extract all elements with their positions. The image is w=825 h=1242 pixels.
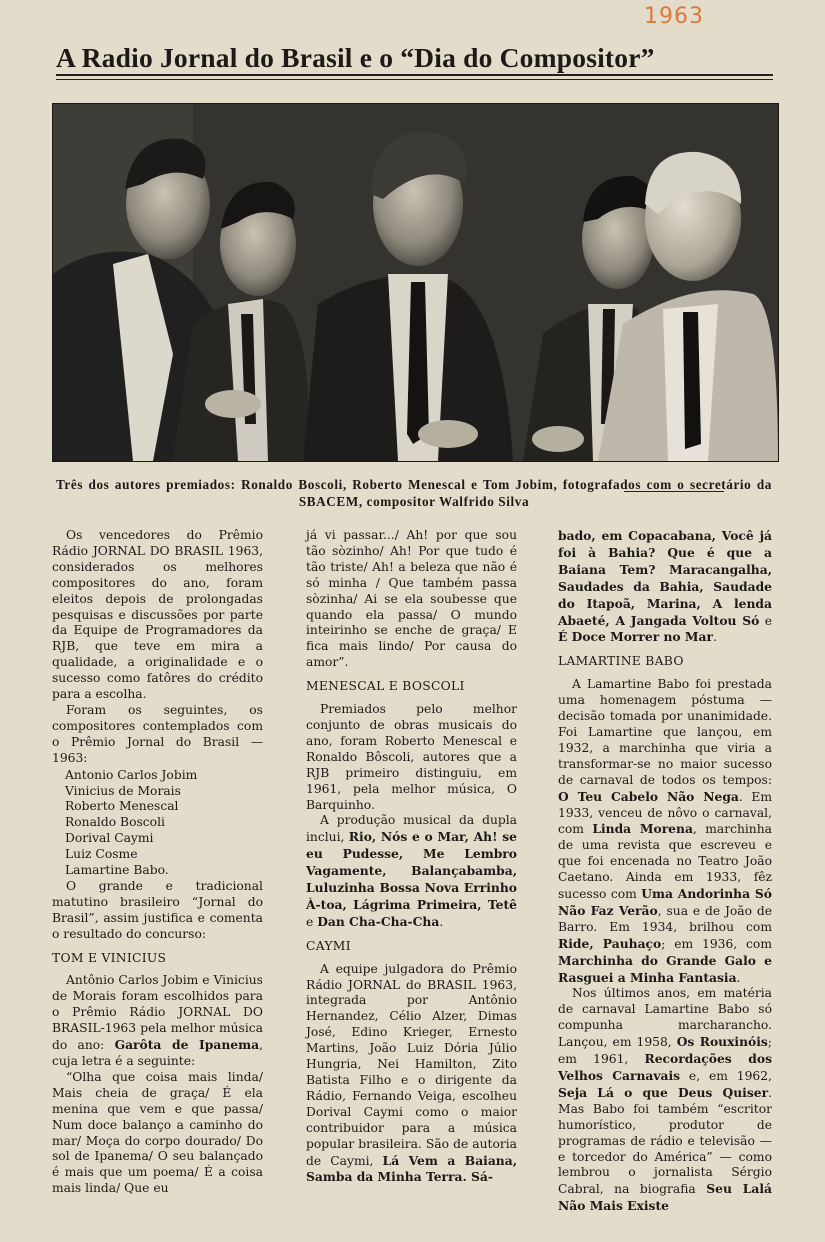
section-heading: TOM E VINICIUS — [52, 950, 167, 965]
article-column-2 — [306, 528, 517, 1186]
list-item: Ronaldo Boscoli — [65, 815, 165, 830]
lyrics-paragraph: já vi passar.../ Ah! por que sou tão sòzinho/ Ah! Por que tudo é tão triste/ Ah! a beleza que não é só minha / Que também passa sòzinha/ Ai se ela soubesse que quando ela passa/ O mundo inteirinho se enche de graça/ E fica mais lindo/ Por causa do amor”. — [306, 528, 517, 670]
paragraph: Antônio Carlos Jobim e Vinicius de Morais foram escolhidos para o Prêmio Rádio JORNAL DO BRASIL-1963 pela melhor música do ano: Garôta de Ipanema, cuja letra é a seguinte: — [52, 973, 263, 1068]
paragraph: Premiados pelo melhor conjunto de obras musicais do ano, foram Roberto Menescal e Ronaldo Bôscoli, autores que a RJB primeiro distinguiu, em 1961, pela melhor música, O Barquinho. — [306, 702, 517, 812]
lyrics-paragraph: “Olha que coisa mais linda/ Mais cheia de graça/ É ela menina que vem e que passa/ Num doce balanço a caminho do mar/ Moça do corpo dourado/ Do sol de Ipanema/ O seu balançado é mais que um poema/ É a coisa mais linda/ Que eu — [52, 1069, 263, 1196]
list-item: Luiz Cosme — [65, 847, 138, 862]
headline-rule-thin — [56, 79, 773, 80]
list-item: Dorival Caymi — [65, 831, 154, 846]
article-column-1 — [52, 528, 263, 1197]
list-item: Lamartine Babo. — [65, 863, 169, 878]
section-heading: MENESCAL E BOSCOLI — [306, 679, 465, 694]
list-item: Vinicius de Morais — [65, 783, 181, 798]
paragraph: A equipe julgadora do Prêmio Rádio JORNAL do BRASIL 1963, integrada por Antônio Hernandez, Célio Alzer, Dimas José, Edino Krieger, Ernesto Martins, João Luiz Dória Júlio Hungria, Nei Hamilton, Zito Batista Filho e o dirigente da Rádio, Fernando Veiga, escolheu Dorival Caymi como o maior contribuidor para a música popular brasileira. São de autoria de Caymi, Lá Vem a Baiana, Samba da Minha Terra. Sá- — [306, 961, 517, 1185]
paragraph: O grande e tradicional matutino brasileiro “Jornal do Brasil”, assim justifica e comenta o resultado do concurso: — [52, 878, 263, 941]
paragraph: A Lamartine Babo foi prestada uma homenagem póstuma — decisão tomada por unanimidade. Foi Lamartine que lançou, em 1932, a marchinha que viria a transformar-se no maior sucesso de carnaval de todos os tempos: O Teu Cabelo Não Nega. Em 1933, venceu de nôvo o carnaval, com Linda Morena, marchinha de uma revista que escreveu e que foi encenada no Teatro João Caetano. Ainda em 1933, fêz sucesso com Uma Andorinha Só Não Faz Verão, sua e de João de Barro. Em 1934, brilhou com Ride, Pauhaço; em 1936, com Marchinha do Grande Galo e Rasguei a Minha Fantasia. — [558, 677, 772, 985]
headline-rule — [56, 74, 773, 76]
photo-caption: Três dos autores premiados: Ronaldo Boscoli, Roberto Menescal e Tom Jobim, fotografados com o secretário da SBACEM, compositor Walfrido Silva — [56, 477, 772, 509]
paragraph: Nos últimos anos, em matéria de carnaval Lamartine Babo só compunha marcharancho. Lançou, em 1958, Os Rouxinóis; em 1961, Recordações dos Velhos Carnavais e, em 1962, Seja Lá o que Deus Quiser. Mas Babo foi também “escritor humorístico, produtor de programas de rádio e televisão — e torcedor do América” — como lembrou o jornalista Sérgio Cabral, na biografia Seu Lalá Não Mais Existe — [558, 986, 773, 1214]
paragraph: A produção musical da dupla inclui, Rio, Nós e o Mar, Ah! se eu Pudesse, Me Lembro Vagamente, Balançabamba, Luluzinha Bossa Nova Errinho À-toa, Lágrima Primeira, Tetê e Dan Cha-Cha-Cha. — [306, 813, 517, 929]
paragraph: Os vencedores do Prêmio Rádio JORNAL DO BRASIL 1963, considerados os melhores compositores do ano, foram eleitos depois de prolongadas pesquisas e discussões por parte da Equipe de Programadores da RJB, que teve em mira a qualidade, a originalidade e o sucesso como fatôres do crédito para a escolha. — [52, 528, 263, 702]
paragraph: bado, em Copacabana, Você já foi à Bahia? Que é que a Baiana Tem? Maracangalha, Saudades da Bahia, Saudade do Itapoã, Marina, A lenda Abaeté, A Jangada Voltou Só e É Doce Morrer no Mar. — [558, 528, 773, 645]
winners-list — [52, 768, 263, 879]
handwritten-underline — [624, 491, 724, 492]
paragraph: Foram os seguintes, os compositores contemplados com o Prêmio Jornal do Brasil — 1963: — [52, 702, 263, 765]
list-item: Antonio Carlos Jobim — [65, 767, 198, 782]
list-item: Roberto Menescal — [65, 799, 179, 814]
group-photo-illustration — [53, 104, 778, 461]
group-photo — [52, 103, 779, 462]
section-heading: LAMARTINE BABO — [558, 654, 684, 669]
article-column-3 — [558, 528, 772, 1215]
handwritten-year-annotation: 1963 — [644, 4, 704, 29]
headline: A Radio Jornal do Brasil e o “Dia do Compositor” — [56, 42, 655, 73]
section-heading: CAYMI — [306, 938, 351, 953]
